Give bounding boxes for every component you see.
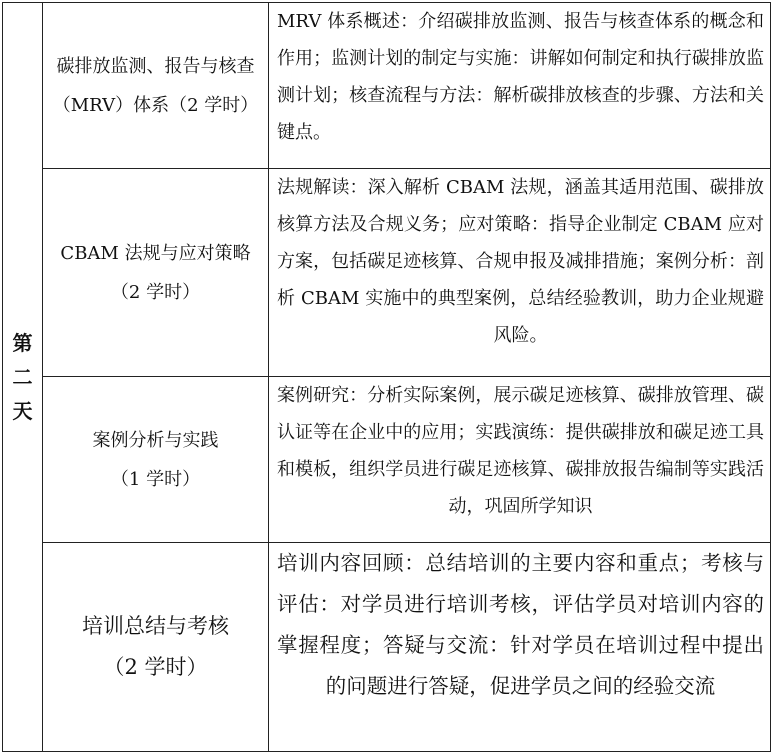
day-label-char: 第: [12, 331, 33, 355]
content-text: 案例研究：分析实际案例，展示碳足迹核算、碳排放管理、碳认证等在企业中的应用；实践演练：提供碳排放和碳足迹工具和模板，组织学员进行碳足迹核算、碳排放报告编制等实践活动，巩固所学知识: [277, 385, 764, 517]
topic-cell: [43, 3, 269, 169]
topic-title: 案例分析与实践: [92, 429, 219, 451]
topic-cell: [43, 377, 269, 543]
table-row: [3, 377, 771, 543]
content-text: MRV 体系概述：介绍碳排放监测、报告与核查体系的概念和作用；监测计划的制定与实施：讲解如何制定和执行碳排放监测计划；核查流程与方法：解析碳排放核查的步骤、方法和关键点。: [277, 11, 764, 143]
topic-hours: （2 学时）: [103, 655, 208, 679]
topic-hours: （1 学时）: [110, 468, 201, 490]
topic-cell: [43, 543, 269, 752]
table-row: [3, 169, 771, 377]
content-cell: [269, 169, 771, 377]
content-cell: [269, 3, 771, 169]
topic-title: 碳排放监测、报告与核查（MRV）体系（2 学时）: [52, 55, 259, 116]
content-cell: [269, 377, 771, 543]
table-row: [3, 3, 771, 169]
schedule-table: [2, 2, 771, 752]
table-row: [3, 543, 771, 752]
topic-cell: [43, 169, 269, 377]
content-cell: [269, 543, 771, 752]
topic-title: 培训总结与考核: [82, 614, 229, 638]
topic-title: CBAM 法规与应对策略: [60, 242, 251, 264]
content-text: 法规解读：深入解析 CBAM 法规，涵盖其适用范围、碳排放核算方法及合规义务；应对策略：指导企业制定 CBAM 应对方案，包括碳足迹核算、合规申报及减排措施；案例分析：剖析 CBAM 实施中的典型案例，总结经验教训，助力企业规避风险。: [277, 177, 764, 346]
day-label-cell: [3, 3, 43, 752]
content-text: 培训内容回顾：总结培训的主要内容和重点；考核与评估：对学员进行培训考核，评估学员对培训内容的掌握程度；答疑与交流：针对学员在培训过程中提出的问题进行答疑，促进学员之间的经验交流: [277, 551, 764, 698]
day-label-char: 天: [12, 399, 33, 423]
topic-hours: （2 学时）: [110, 281, 201, 303]
day-label-char: 二: [12, 365, 33, 389]
